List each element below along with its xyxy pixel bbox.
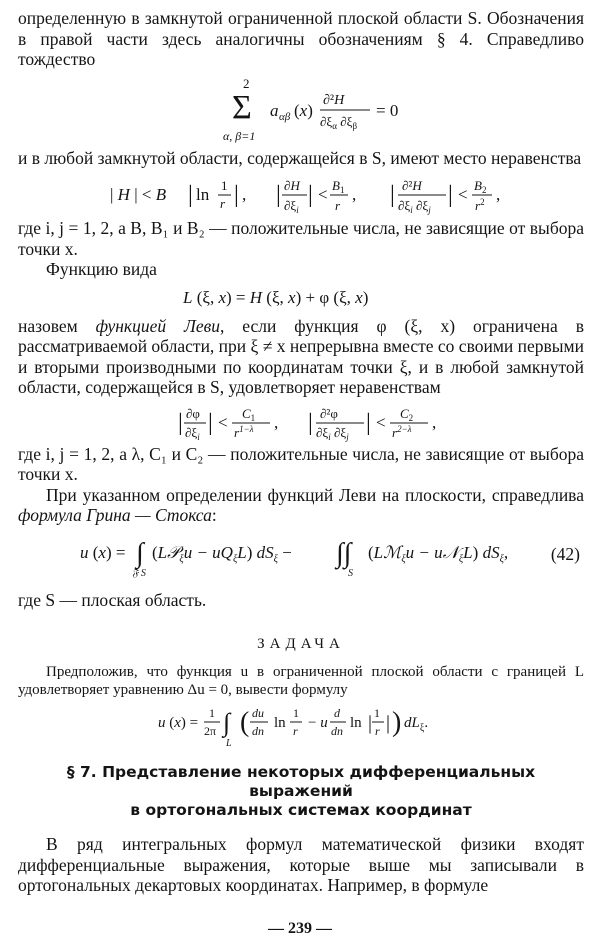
- svg-text:u (x) =: u (x) =: [158, 715, 199, 731]
- paragraph-7: [18, 485, 584, 526]
- svg-text:,: ,: [242, 185, 247, 204]
- paragraph-7-end: :: [211, 505, 217, 525]
- paragraph-5: [18, 316, 584, 398]
- svg-text:∂²H: ∂²H: [323, 92, 345, 108]
- paragraph-5-start: назовем: [18, 315, 78, 336]
- svg-text:L (ξ, x) = H (ξ, x) + φ (ξ,: L (ξ, x) = H (ξ, x) + φ (ξ, x): [183, 287, 369, 307]
- svg-text:): ): [392, 707, 402, 738]
- svg-text:∂ξi ∂ξj: $\partial\xi_i$ $\partial\xi_j$: [398, 198, 431, 215]
- svg-text:|: |: [390, 182, 395, 208]
- svg-text:u (x) =: u (x) =: [80, 542, 126, 562]
- svg-text:(: (: [240, 707, 250, 738]
- formula-inequalities-h: [18, 172, 584, 216]
- task-title: ЗАДАЧА: [257, 636, 345, 652]
- svg-text:1: 1: [209, 706, 215, 720]
- svg-text:1: 1: [374, 706, 380, 720]
- svg-text:∫: ∫: [136, 537, 144, 569]
- paragraph-3: где i, j = 1, 2, а B, B₁ и B₂ — положительные числа, не зависящие от выбора точки x.: [18, 218, 584, 259]
- formula-task: [18, 701, 584, 749]
- svg-text:L: L: [226, 738, 232, 749]
- svg-text:ln: ln: [350, 715, 362, 731]
- svg-text:a: a: [270, 100, 279, 120]
- section-title: [18, 763, 584, 820]
- svg-text:C1: $C_1$: [242, 405, 256, 423]
- svg-text:B2: $B_2$: [474, 178, 487, 195]
- svg-text:r1−λ: $r^{1-\lambda}$: [234, 423, 254, 440]
- svg-text:r: r: [220, 196, 226, 211]
- paragraph-8: где S — плоская область.: [18, 589, 207, 610]
- svg-text:|: |: [386, 712, 391, 734]
- svg-text:ln: ln: [196, 185, 210, 204]
- svg-text:du: du: [252, 706, 264, 720]
- paragraph-9: В ряд интегральных формул математической физики входят дифференциальные выражения, которые выше мы записывали в ортогональных декартовых координатах. Например, в формуле: [18, 834, 584, 895]
- svg-text:|: |: [276, 182, 281, 208]
- svg-text:|: |: [188, 182, 193, 208]
- svg-text:∂ξi ∂ξj: $\partial\xi_i$ $\partial\xi_j$: [316, 424, 349, 442]
- svg-text:ln: ln: [274, 715, 286, 731]
- formula-green-stokes: [18, 534, 584, 580]
- svg-text:∂ξi: $\partial\xi_i$: [185, 424, 200, 442]
- svg-text:|: |: [366, 409, 371, 436]
- paragraph-7-start: При указанном определении функций Леви на плоскости, справедлива: [46, 484, 584, 505]
- svg-text:,: ,: [496, 185, 501, 204]
- svg-text:,: ,: [432, 412, 437, 432]
- page-number: — 239 —: [268, 920, 332, 937]
- formula-identity: [18, 74, 584, 148]
- svg-text:<: <: [218, 412, 228, 432]
- svg-text:<: <: [458, 185, 468, 204]
- svg-text:|: |: [308, 409, 313, 436]
- svg-text:<: <: [318, 185, 328, 204]
- svg-text:C2: $C_2$: [400, 405, 414, 423]
- svg-text:dn: dn: [252, 724, 264, 738]
- svg-text:∂²φ: ∂²φ: [320, 405, 338, 421]
- svg-text:1: 1: [221, 178, 228, 193]
- svg-text:|: |: [234, 182, 239, 208]
- svg-text:r: r: [293, 724, 298, 738]
- svg-text:|: |: [178, 409, 183, 436]
- svg-text:d: d: [334, 706, 340, 720]
- svg-text:B1: $B_1$: [332, 178, 345, 195]
- svg-text:α, β=1: α, β=1: [223, 128, 256, 143]
- formula-inequalities-phi: [18, 402, 584, 442]
- svg-text:∂φ: ∂φ: [186, 405, 200, 421]
- svg-text:|: |: [448, 182, 453, 208]
- svg-text:<: <: [376, 412, 386, 432]
- svg-text:− u: − u: [308, 715, 328, 731]
- svg-text:(Lℳξu − u𝒩ξL) dSξ,: (Lℳ$_\xi$u − u𝒩$_\xi$L) $dS_\xi$,: [368, 542, 509, 565]
- svg-text:dn: dn: [331, 724, 343, 738]
- svg-text:| H | < B: | H | < B: [110, 185, 167, 204]
- svg-text:1: 1: [293, 706, 299, 720]
- svg-text:dLξ.: $dL_\xi$.: [404, 715, 429, 734]
- formula-levi: [18, 282, 584, 312]
- svg-text:,: ,: [274, 412, 279, 432]
- svg-text:∫∫: ∫∫: [336, 537, 352, 569]
- formula-task-svg: [18, 701, 584, 749]
- formula-identity-svg: [18, 74, 584, 148]
- formula-levi-svg: [18, 282, 584, 312]
- svg-text:r: r: [335, 198, 341, 213]
- formula-inequalities-h-svg: [18, 172, 584, 216]
- svg-text:(L𝒫ξu − uQξL) dSξ −: (L𝒫$_\xi$u − $uQ_\xi L$) $dS_\xi$ −: [152, 542, 292, 565]
- task-text: Предположив, что функция u в ограниченной плоской области с границей L удовлетворяет уравнению Δu = 0, вывести формулу: [18, 664, 584, 698]
- paragraph-4: Функцию вида: [46, 259, 157, 279]
- section-title-line-2: в ортогональных системах координат: [130, 801, 472, 819]
- term-levi-function: функцией Леви: [95, 315, 221, 336]
- svg-text:2π: 2π: [204, 724, 217, 738]
- svg-text:,: ,: [352, 185, 357, 204]
- svg-text:= 0: = 0: [376, 100, 399, 120]
- svg-text:|: |: [368, 712, 373, 734]
- svg-text:|: |: [308, 182, 313, 208]
- paragraph-5-rest: , если функция φ (ξ, x) ограничена в рассматриваемой области, при ξ ≠ x непрерывна вместе со своими первыми и вторыми производными по координатам точки ξ, и в любой замкнутой области, содержащейся в S, удовлетворяет неравенствам: [18, 315, 584, 397]
- svg-text:|: |: [208, 409, 213, 436]
- svg-text:S: S: [348, 567, 353, 579]
- svg-text:Σ: Σ: [232, 88, 252, 126]
- paragraph-6: где i, j = 1, 2, а λ, C₁ и C₂ — положительные числа, не зависящие от выбора точки x.: [18, 443, 584, 484]
- paragraph-2: и в любой замкнутой области, содержащейся в S, имеют место неравенства: [18, 147, 582, 168]
- equation-number: (42): [550, 543, 580, 564]
- svg-text:∂H: ∂H: [284, 178, 300, 193]
- paragraph-1: определенную в замкнутой ограниченной плоской области S. Обозначения в правой части здесь аналогичны обозначениям § 4. Справедливо тождество: [18, 8, 584, 69]
- section-title-line-1: § 7. Представление некоторых дифференциальных выражений: [66, 763, 536, 800]
- svg-text:(x): (x): [294, 100, 313, 120]
- svg-text:∫: ∫: [223, 708, 231, 737]
- svg-text:2: 2: [243, 75, 250, 91]
- formula-inequalities-phi-svg: [18, 402, 584, 442]
- svg-text:∂ξα ∂ξβ: $\partial\xi_\alpha$ $\partial\xi_\beta$: [320, 113, 358, 131]
- svg-text:∂ξi: $\partial\xi_i$: [284, 198, 299, 215]
- svg-text:𝔉 S: 𝔉 S: [132, 567, 146, 579]
- svg-text:r2: $r^2$: [475, 197, 485, 213]
- svg-text:αβ: αβ: [279, 110, 291, 123]
- term-green-stokes: формула Грина — Стокса: [18, 505, 212, 525]
- formula-green-stokes-svg: [18, 534, 584, 580]
- svg-text:∂²H: ∂²H: [402, 178, 422, 193]
- svg-text:r: r: [375, 724, 380, 738]
- page: [18, 8, 584, 896]
- svg-text:r2−λ: $r^{2-\lambda}$: [392, 423, 412, 440]
